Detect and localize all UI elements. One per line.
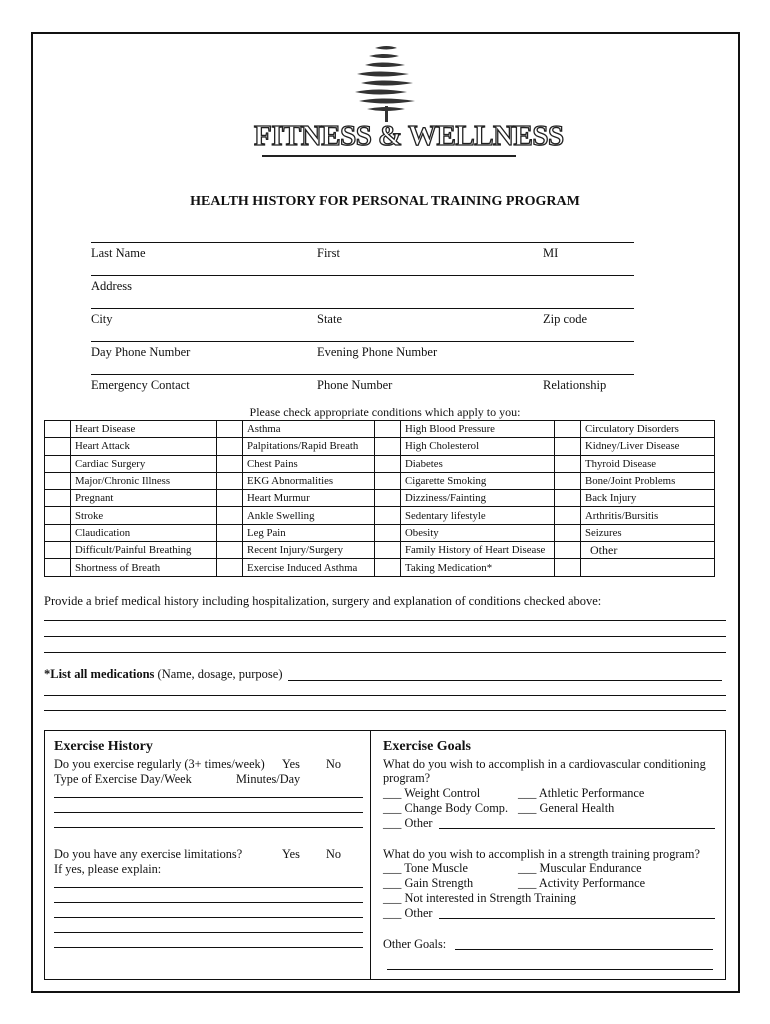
zip-code-label: Zip code	[543, 312, 588, 326]
condition-label: Asthma	[243, 421, 375, 438]
condition-checkbox[interactable]	[375, 438, 401, 455]
state-label: State	[317, 312, 342, 326]
condition-checkbox[interactable]	[555, 507, 581, 524]
condition-label: Bone/Joint Problems	[581, 472, 715, 489]
condition-label: Arthritis/Bursitis	[581, 507, 715, 524]
condition-checkbox[interactable]	[45, 421, 71, 438]
condition-checkbox[interactable]	[45, 455, 71, 472]
medications-line-3[interactable]	[44, 710, 726, 711]
form-title: HEALTH HISTORY FOR PERSONAL TRAINING PROGRAM	[190, 194, 580, 209]
condition-label: Other	[581, 542, 715, 559]
weight-control-option[interactable]: ___ Weight Control	[383, 786, 481, 800]
general-health-option[interactable]: ___ General Health	[518, 801, 615, 815]
muscular-endurance-option[interactable]: ___ Muscular Endurance	[518, 861, 642, 875]
condition-label: Cigarette Smoking	[401, 472, 555, 489]
condition-label: Chest Pains	[243, 455, 375, 472]
tree-icon	[347, 44, 427, 122]
condition-checkbox[interactable]	[375, 472, 401, 489]
exercise-section-divider	[370, 730, 371, 980]
medications-label	[44, 667, 283, 682]
condition-label: Taking Medication*	[401, 559, 555, 576]
condition-label: Seizures	[581, 524, 715, 541]
exercise-limitations-no[interactable]: No	[326, 847, 342, 861]
fitness-wellness-logo	[254, 44, 564, 162]
condition-checkbox[interactable]	[45, 542, 71, 559]
condition-label: Recent Injury/Surgery	[243, 542, 375, 559]
condition-label: Cardiac Surgery	[71, 455, 217, 472]
condition-checkbox[interactable]	[375, 455, 401, 472]
condition-label: Major/Chronic Illness	[71, 472, 217, 489]
conditions-heading: Please check appropriate conditions which apply to you:	[249, 405, 521, 419]
name-input-line[interactable]	[91, 242, 634, 243]
medical-history-line-3[interactable]	[44, 652, 726, 653]
condition-label: High Blood Pressure	[401, 421, 555, 438]
limitations-line-4[interactable]	[54, 932, 363, 933]
condition-checkbox[interactable]	[555, 559, 581, 576]
condition-label: Claudication	[71, 524, 217, 541]
medications-line-2[interactable]	[44, 695, 726, 696]
relationship-label: Relationship	[543, 378, 607, 392]
condition-checkbox[interactable]	[375, 490, 401, 507]
exercise-type-label: Type of Exercise Day/Week	[54, 772, 192, 786]
strength-other-option[interactable]: ___ Other	[383, 906, 433, 920]
condition-label: Thyroid Disease	[581, 455, 715, 472]
condition-blank-cell	[581, 559, 715, 576]
medical-history-prompt: Provide a brief medical history including hospitalization, surgery and explanation of conditions checked above:	[44, 594, 602, 608]
exercise-regularly-yes[interactable]: Yes	[282, 757, 300, 771]
not-interested-option[interactable]: ___ Not interested in Strength Training	[383, 891, 576, 905]
strength-goals-question: What do you wish to accomplish in a strength training program?	[383, 847, 700, 861]
condition-label: Obesity	[401, 524, 555, 541]
condition-label: Palpitations/Rapid Breath	[243, 438, 375, 455]
medications-line-1[interactable]	[288, 680, 722, 681]
cardio-other-line[interactable]	[439, 828, 715, 829]
condition-checkbox[interactable]	[217, 524, 243, 541]
minutes-per-day-label: Minutes/Day	[236, 772, 301, 786]
condition-label: Shortness of Breath	[71, 559, 217, 576]
limitations-line-2[interactable]	[54, 902, 363, 903]
exercise-type-line-2[interactable]	[54, 812, 363, 813]
city-label: City	[91, 312, 113, 326]
limitations-explain-label: If yes, please explain:	[54, 862, 162, 876]
condition-label: Stroke	[71, 507, 217, 524]
condition-label: Heart Murmur	[243, 490, 375, 507]
exercise-limitations-question: Do you have any exercise limitations?	[54, 847, 243, 861]
condition-label: High Cholesterol	[401, 438, 555, 455]
condition-label: Dizziness/Fainting	[401, 490, 555, 507]
condition-label: Heart Attack	[71, 438, 217, 455]
condition-label: Back Injury	[581, 490, 715, 507]
condition-checkbox[interactable]	[217, 472, 243, 489]
condition-checkbox[interactable]	[217, 438, 243, 455]
limitations-line-5[interactable]	[54, 947, 363, 948]
exercise-goals-title: Exercise Goals	[383, 739, 472, 754]
emergency-contact-label: Emergency Contact	[91, 378, 190, 392]
conditions-table	[44, 420, 715, 577]
condition-label: Ankle Swelling	[243, 507, 375, 524]
condition-label: Family History of Heart Disease	[401, 542, 555, 559]
cardio-goals-question-cont: program?	[383, 771, 431, 785]
evening-phone-label: Evening Phone Number	[317, 345, 438, 359]
conditions-row	[45, 490, 715, 507]
strength-other-line[interactable]	[439, 918, 715, 919]
conditions-row	[45, 472, 715, 489]
conditions-row	[45, 421, 715, 438]
limitations-line-1[interactable]	[54, 887, 363, 888]
activity-performance-option[interactable]: ___ Activity Performance	[518, 876, 646, 890]
conditions-row	[45, 559, 715, 576]
condition-checkbox[interactable]	[217, 507, 243, 524]
condition-label: Kidney/Liver Disease	[581, 438, 715, 455]
condition-checkbox[interactable]	[217, 542, 243, 559]
change-body-comp-option[interactable]: ___ Change Body Comp.	[383, 801, 509, 815]
condition-label: Circulatory Disorders	[581, 421, 715, 438]
condition-checkbox[interactable]	[555, 455, 581, 472]
condition-checkbox[interactable]	[555, 524, 581, 541]
last-name-label: Last Name	[91, 246, 146, 260]
exercise-limitations-yes[interactable]: Yes	[282, 847, 300, 861]
condition-label: Diabetes	[401, 455, 555, 472]
conditions-row	[45, 524, 715, 541]
phone-input-line[interactable]	[91, 341, 634, 342]
condition-checkbox[interactable]	[555, 472, 581, 489]
cardio-other-option[interactable]: ___ Other	[383, 816, 433, 830]
conditions-row	[45, 507, 715, 524]
medications-label-detail: (Name, dosage, purpose)	[154, 667, 283, 681]
emergency-input-line[interactable]	[91, 374, 634, 375]
condition-checkbox[interactable]	[375, 542, 401, 559]
middle-initial-label: MI	[543, 246, 559, 260]
exercise-history-title: Exercise History	[54, 739, 153, 754]
condition-checkbox[interactable]	[555, 542, 581, 559]
logo-underline	[262, 155, 516, 157]
condition-checkbox[interactable]	[217, 490, 243, 507]
conditions-row	[45, 438, 715, 455]
condition-label: Pregnant	[71, 490, 217, 507]
condition-checkbox[interactable]	[375, 559, 401, 576]
condition-checkbox[interactable]	[555, 421, 581, 438]
medical-history-line-1[interactable]	[44, 620, 726, 621]
condition-checkbox[interactable]	[45, 507, 71, 524]
other-goals-line-2[interactable]	[387, 969, 713, 970]
condition-checkbox[interactable]	[375, 421, 401, 438]
condition-label: Heart Disease	[71, 421, 217, 438]
other-goals-label: Other Goals:	[383, 937, 447, 951]
conditions-row	[45, 455, 715, 472]
day-phone-label: Day Phone Number	[91, 345, 191, 359]
condition-checkbox[interactable]	[45, 559, 71, 576]
address-label: Address	[91, 279, 132, 293]
exercise-type-line-1[interactable]	[54, 797, 363, 798]
exercise-regularly-question: Do you exercise regularly (3+ times/week)	[54, 757, 265, 771]
exercise-type-line-3[interactable]	[54, 827, 363, 828]
tone-muscle-option[interactable]: ___ Tone Muscle	[383, 861, 468, 875]
condition-checkbox[interactable]	[555, 438, 581, 455]
other-goals-line-1[interactable]	[455, 949, 713, 950]
athletic-performance-option[interactable]: ___ Athletic Performance	[518, 786, 645, 800]
first-name-label: First	[317, 246, 340, 260]
condition-checkbox[interactable]	[375, 524, 401, 541]
condition-label: Exercise Induced Asthma	[243, 559, 375, 576]
condition-label: Difficult/Painful Breathing	[71, 542, 217, 559]
condition-checkbox[interactable]	[45, 472, 71, 489]
conditions-row	[45, 542, 715, 559]
cardio-goals-question: What do you wish to accomplish in a cardiovascular conditioning	[383, 757, 706, 771]
condition-checkbox[interactable]	[45, 524, 71, 541]
city-state-zip-input-line[interactable]	[91, 308, 634, 309]
exercise-regularly-no[interactable]: No	[326, 757, 342, 771]
address-input-line[interactable]	[91, 275, 634, 276]
emergency-phone-label: Phone Number	[317, 378, 393, 392]
medical-history-line-2[interactable]	[44, 636, 726, 637]
limitations-line-3[interactable]	[54, 917, 363, 918]
condition-checkbox[interactable]	[555, 490, 581, 507]
medications-label-bold: *List all medications	[44, 667, 155, 681]
logo-wordmark: FITNESS & WELLNESS	[254, 120, 564, 152]
condition-checkbox[interactable]	[217, 455, 243, 472]
condition-label: Sedentary lifestyle	[401, 507, 555, 524]
condition-checkbox[interactable]	[45, 490, 71, 507]
condition-checkbox[interactable]	[375, 507, 401, 524]
gain-strength-option[interactable]: ___ Gain Strength	[383, 876, 474, 890]
condition-label: Leg Pain	[243, 524, 375, 541]
condition-checkbox[interactable]	[217, 559, 243, 576]
condition-label: EKG Abnormalities	[243, 472, 375, 489]
condition-checkbox[interactable]	[217, 421, 243, 438]
condition-checkbox[interactable]	[45, 438, 71, 455]
